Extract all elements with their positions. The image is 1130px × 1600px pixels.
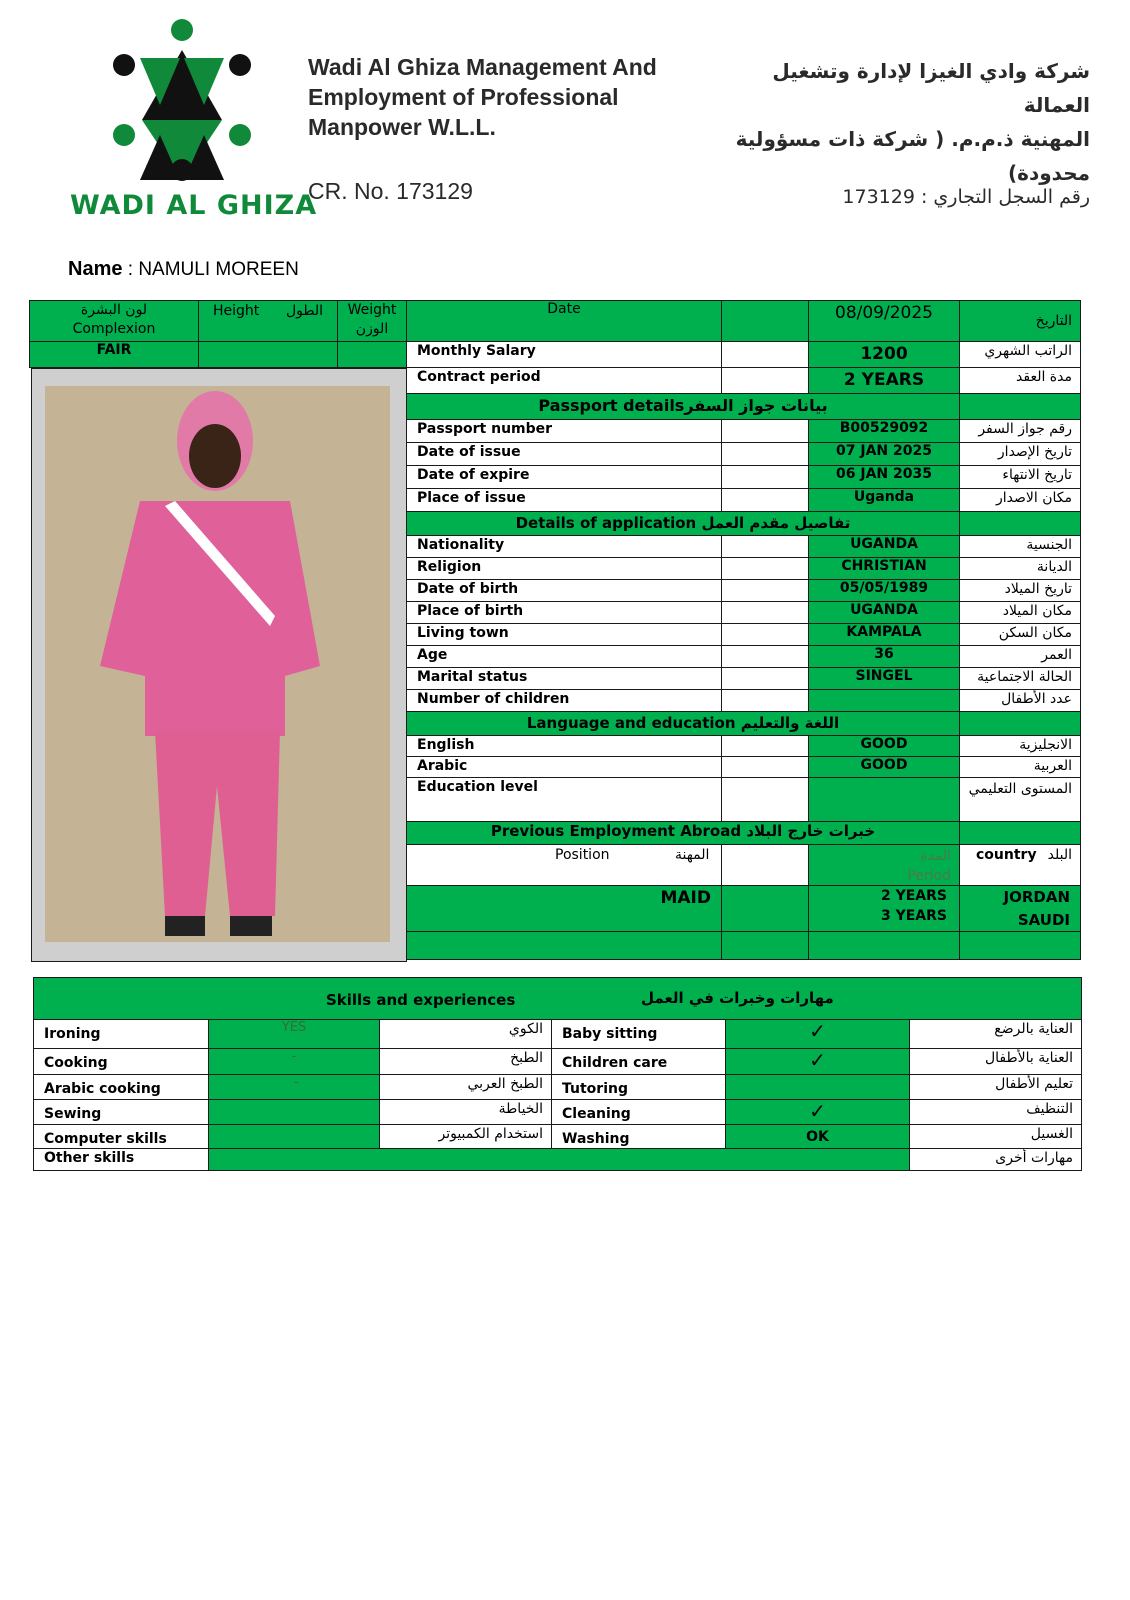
- date-empty: [721, 300, 809, 342]
- education-label-ar: المستوى التعليمي: [959, 777, 1081, 822]
- row-value: UGANDA: [808, 601, 960, 624]
- row-label-en: Number of children: [406, 689, 722, 712]
- row-label-ar: تاريخ الإصدار: [959, 442, 1081, 466]
- skill-label-ar: الغسيل: [909, 1124, 1082, 1149]
- row-empty: [721, 885, 809, 932]
- employment-section-title: Previous Employment Abroad خبرات خارج البلاد: [406, 821, 960, 845]
- row-value: Uganda: [808, 488, 960, 512]
- weight-ar: الوزن: [355, 321, 389, 337]
- row-value: B00529092: [808, 419, 960, 443]
- skill-label-en: Sewing: [33, 1099, 209, 1125]
- skill-value: ✓: [725, 1099, 910, 1125]
- other-skills-label-en: Other skills: [33, 1148, 209, 1171]
- row-label-en: Contract period: [406, 367, 722, 394]
- complexion-value: FAIR: [29, 341, 199, 368]
- skill-label-en: Cooking: [33, 1048, 209, 1075]
- empty-cell: [721, 931, 809, 960]
- skill-label-ar: العناية بالأطفال: [909, 1048, 1082, 1075]
- name-label: Name: [68, 258, 123, 280]
- period-en: Period: [907, 868, 951, 884]
- row-value: CHRISTIAN: [808, 557, 960, 580]
- row-empty: [721, 465, 809, 489]
- skill-label-ar: الطبخ: [379, 1048, 552, 1075]
- company-name-en-line: Wadi Al Ghiza Management And: [308, 54, 657, 80]
- skill-value: -: [208, 1048, 380, 1075]
- row-value: GOOD: [808, 735, 960, 757]
- row-label-ar: الراتب الشهري: [959, 341, 1081, 368]
- row-label-en: English: [406, 735, 722, 757]
- row-empty: [721, 689, 809, 712]
- skill-label-ar: تعليم الأطفال: [909, 1074, 1082, 1100]
- complexion-en: Complexion: [72, 321, 156, 337]
- row-label-ar: مكان الميلاد: [959, 601, 1081, 624]
- applicant-name: Name : NAMULI MOREEN: [68, 258, 299, 280]
- row-label-en: Passport number: [406, 419, 722, 443]
- skill-label-ar: الكوي: [379, 1019, 552, 1049]
- row-value: KAMPALA: [808, 623, 960, 646]
- height-value: [198, 341, 338, 368]
- row-label-en: Religion: [406, 557, 722, 580]
- name-value: NAMULI MOREEN: [138, 259, 299, 280]
- country-value: SAUDI: [1017, 911, 1070, 929]
- row-label-ar: مكان السكن: [959, 623, 1081, 646]
- skill-value: [725, 1074, 910, 1100]
- row-label-en: Monthly Salary: [406, 341, 722, 368]
- date-label: Date: [406, 300, 722, 342]
- skill-value: YES: [208, 1019, 380, 1049]
- height-ar: الطول: [285, 303, 323, 319]
- company-name-en-line: Employment of Professional: [308, 84, 619, 110]
- company-name-ar-line: المهنية ذ.م.م. ( شركة ذات مسؤولية: [735, 127, 1090, 151]
- row-value: [808, 689, 960, 712]
- skill-label-en: Computer skills: [33, 1124, 209, 1149]
- row-value: 2 YEARS: [808, 367, 960, 394]
- skill-label-en: Washing: [551, 1124, 726, 1149]
- complexion-header: [29, 300, 199, 342]
- period-header: [808, 844, 960, 886]
- skill-label-ar: الخياطة: [379, 1099, 552, 1125]
- period-value: 3 YEARS: [880, 908, 947, 924]
- empty-cell: [959, 931, 1081, 960]
- company-name-ar-line: محدودة): [1008, 161, 1090, 185]
- row-label-en: Arabic: [406, 756, 722, 778]
- height-en: Height: [213, 303, 260, 319]
- skill-label-ar: التنظيف: [909, 1099, 1082, 1125]
- row-label-ar: مدة العقد: [959, 367, 1081, 394]
- skill-value: ✓: [725, 1048, 910, 1075]
- skills-title: [33, 977, 1082, 1020]
- row-label-en: Living town: [406, 623, 722, 646]
- applicant-photo: [45, 386, 390, 942]
- skill-value: [208, 1099, 380, 1125]
- row-empty: [721, 488, 809, 512]
- skill-label-en: Ironing: [33, 1019, 209, 1049]
- row-empty: [721, 535, 809, 558]
- skill-value: OK: [725, 1124, 910, 1149]
- skill-label-en: Cleaning: [551, 1099, 726, 1125]
- skill-label-ar: العناية بالرضع: [909, 1019, 1082, 1049]
- other-skills-value: [208, 1148, 910, 1171]
- row-label-en: Date of issue: [406, 442, 722, 466]
- company-name-en: [308, 52, 688, 142]
- section-empty: [959, 511, 1081, 536]
- row-empty: [721, 667, 809, 690]
- row-empty: [721, 645, 809, 668]
- row-value: UGANDA: [808, 535, 960, 558]
- row-label-ar: تاريخ الميلاد: [959, 579, 1081, 602]
- company-name-en-line: Manpower W.L.L.: [308, 114, 496, 140]
- row-empty: [721, 756, 809, 778]
- row-empty: [721, 601, 809, 624]
- row-empty: [721, 623, 809, 646]
- complexion-ar: لون البشرة: [80, 302, 148, 318]
- row-label-en: Nationality: [406, 535, 722, 558]
- skill-label-en: Baby sitting: [551, 1019, 726, 1049]
- period-values: [808, 885, 960, 932]
- row-empty: [721, 341, 809, 368]
- education-value: [808, 777, 960, 822]
- date-ar: التاريخ: [959, 300, 1081, 342]
- position-value: MAID: [406, 885, 722, 932]
- period-value: 2 YEARS: [880, 888, 947, 904]
- company-name-ar: [720, 54, 1090, 190]
- empty-cell: [808, 931, 960, 960]
- section-empty: [959, 393, 1081, 420]
- country-values: [959, 885, 1081, 932]
- row-label-en: Marital status: [406, 667, 722, 690]
- row-label-ar: الديانة: [959, 557, 1081, 580]
- skills-title-en: Skills and experiences: [326, 991, 516, 1009]
- row-empty: [721, 367, 809, 394]
- skill-label-en: Tutoring: [551, 1074, 726, 1100]
- skill-value: [208, 1124, 380, 1149]
- row-value: 1200: [808, 341, 960, 368]
- skill-value: -: [208, 1074, 380, 1100]
- weight-en: Weight: [347, 302, 397, 318]
- row-label-ar: الجنسية: [959, 535, 1081, 558]
- country-header: [959, 844, 1081, 886]
- row-value: 36: [808, 645, 960, 668]
- application-section-title: Details of application تفاصيل مقدم العمل: [406, 511, 960, 536]
- country-value: JORDAN: [1003, 888, 1070, 906]
- skill-label-en: Arabic cooking: [33, 1074, 209, 1100]
- row-label-ar: مكان الاصدار: [959, 488, 1081, 512]
- position-en: Position: [555, 847, 610, 863]
- row-label-ar: تاريخ الانتهاء: [959, 465, 1081, 489]
- row-label-en: Place of birth: [406, 601, 722, 624]
- row-value: 07 JAN 2025: [808, 442, 960, 466]
- period-ar: المدة: [920, 848, 951, 864]
- row-label-ar: الانجليزية: [959, 735, 1081, 757]
- row-label-en: Date of birth: [406, 579, 722, 602]
- row-value: 06 JAN 2035: [808, 465, 960, 489]
- weight-header: [337, 300, 407, 342]
- skill-label-ar: استخدام الكمبيوتر: [379, 1124, 552, 1149]
- empty-cell: [406, 931, 722, 960]
- skill-label-ar: الطبخ العربي: [379, 1074, 552, 1100]
- row-empty: [721, 442, 809, 466]
- row-label-ar: الحالة الاجتماعية: [959, 667, 1081, 690]
- row-value: GOOD: [808, 756, 960, 778]
- row-empty: [721, 419, 809, 443]
- row-label-ar: العمر: [959, 645, 1081, 668]
- other-skills-label-ar: مهارات أخرى: [909, 1148, 1082, 1171]
- row-empty: [721, 777, 809, 822]
- cr-number-ar: رقم السجل التجاري : 173129: [842, 186, 1090, 208]
- passport-section-title: Passport detailsبيانات جواز السفر: [406, 393, 960, 420]
- date-value: 08/09/2025: [808, 300, 960, 342]
- row-label-en: Place of issue: [406, 488, 722, 512]
- row-label-en: Date of expire: [406, 465, 722, 489]
- row-value: 05/05/1989: [808, 579, 960, 602]
- row-label-ar: رقم جواز السفر: [959, 419, 1081, 443]
- education-label-en: Education level: [406, 777, 722, 822]
- position-header: [406, 844, 722, 886]
- skill-label-en: Children care: [551, 1048, 726, 1075]
- cr-number-en: CR. No. 173129: [308, 178, 473, 204]
- row-label-en: Age: [406, 645, 722, 668]
- section-empty: [959, 821, 1081, 845]
- country-ar: البلد: [1047, 847, 1072, 863]
- row-empty: [721, 735, 809, 757]
- position-ar: المهنة: [675, 847, 710, 863]
- row-label-ar: عدد الأطفال: [959, 689, 1081, 712]
- skill-value: ✓: [725, 1019, 910, 1049]
- height-header: [198, 300, 338, 342]
- skills-title-ar: مهارات وخبرات في العمل: [641, 989, 834, 1007]
- row-label-ar: العربية: [959, 756, 1081, 778]
- row-value: SINGEL: [808, 667, 960, 690]
- company-name-ar-line: شركة وادي الغيزا لإدارة وتشغيل العمالة: [772, 59, 1090, 117]
- logo-text: WADI AL GHIZA: [70, 190, 318, 221]
- weight-value: [337, 341, 407, 368]
- row-empty: [721, 579, 809, 602]
- country-en: country: [976, 847, 1037, 863]
- row-empty: [721, 557, 809, 580]
- section-empty: [959, 711, 1081, 736]
- row-empty: [721, 844, 809, 886]
- language-section-title: Language and education اللغة والتعليم: [406, 711, 960, 736]
